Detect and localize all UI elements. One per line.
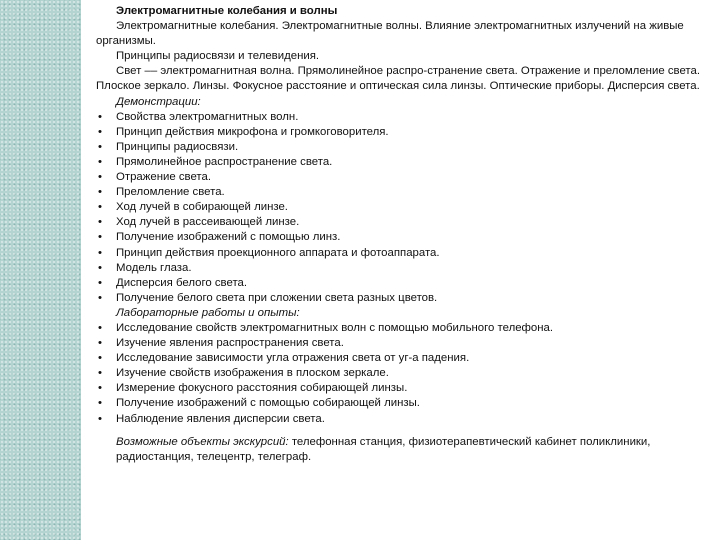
intro-paragraph-3: Свет –– электромагнитная волна. Прямолинейное распро-странение света. Отражение и преломление света. Плоское зеркало. Линзы. Фокусное расстояние и оптическая сила линзы. Оптические приборы. Дисперсия света. [96, 65, 700, 93]
labs-list [96, 321, 700, 427]
list-item: • Отражение света. [96, 170, 700, 185]
list-item: • Принципы радиосвязи. [96, 140, 700, 155]
list-item: • Принцип действия проекционного аппарата и фотоаппарата. [96, 246, 700, 261]
decorative-sidebar [0, 0, 81, 540]
demonstrations-list [96, 110, 700, 306]
labs-heading: Лабораторные работы и опыты: [116, 306, 300, 319]
intro-paragraph-1: Электромагнитные колебания. Электромагнитные волны. Влияние электромагнитных излучений на живые организмы. [96, 20, 684, 48]
document-body [96, 4, 700, 465]
list-item: • Прямолинейное распространение света. [96, 155, 700, 170]
list-item: • Преломление света. [96, 185, 700, 200]
demonstrations-heading: Демонстрации: [116, 95, 201, 108]
list-item: • Ход лучей в рассеивающей линзе. [96, 215, 700, 230]
list-item: • Модель глаза. [96, 261, 700, 276]
list-item: • Наблюдение явления дисперсии света. [96, 412, 700, 427]
list-item: • Исследование зависимости угла отражения света от уг-а падения. [96, 351, 700, 366]
list-item: • Изучение свойств изображения в плоском зеркале. [96, 366, 700, 381]
list-item: • Получение изображений с помощью собирающей линзы. [96, 396, 700, 411]
list-item: • Свойства электромагнитных волн. [96, 110, 700, 125]
list-item: • Получение белого света при сложении света разных цветов. [96, 291, 700, 306]
intro-paragraph-2: Принципы радиосвязи и телевидения. [116, 50, 320, 63]
list-item: • Дисперсия белого света. [96, 276, 700, 291]
list-item: • Получение изображений с помощью линз. [96, 230, 700, 245]
list-item: • Ход лучей в собирающей линзе. [96, 200, 700, 215]
list-item: • Принцип действия микрофона и громкоговорителя. [96, 125, 700, 140]
excursions-paragraph [96, 435, 700, 465]
list-item: • Измерение фокусного расстояния собирающей линзы. [96, 381, 700, 396]
excursions-text: телефонная станция, физиотерапевтический кабинет поликлиники, радиостанция, телецентр, телеграф. [116, 435, 651, 463]
list-item: • Изучение явления распространения света. [96, 336, 700, 351]
list-item: • Исследование свойств электромагнитных волн с помощью мобильного телефона. [96, 321, 700, 336]
section-title: Электромагнитные колебания и волны [116, 5, 338, 17]
excursions-label: Возможные объекты экскурсий: [116, 435, 289, 448]
